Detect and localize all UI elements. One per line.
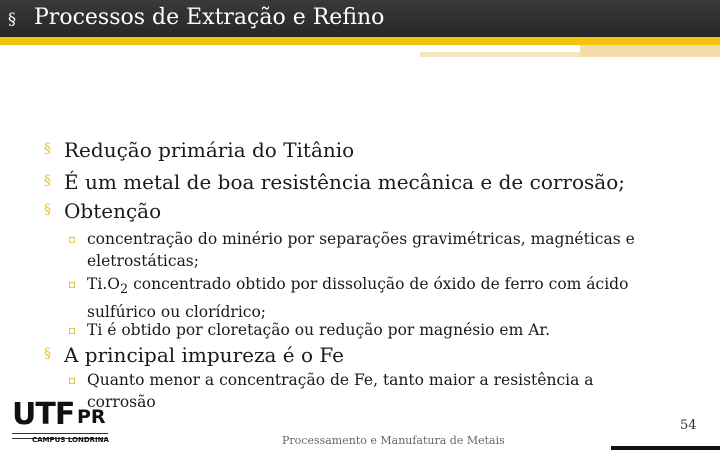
- slide-title: Processos de Extração e Refino: [34, 5, 385, 30]
- bullet-marker: §: [44, 202, 51, 218]
- bullet-text: Redução primária do Titânio: [64, 138, 355, 162]
- bullet-marker: §: [44, 173, 51, 189]
- bullet-text: Obtenção: [64, 199, 162, 223]
- page-number-underline: [611, 446, 720, 450]
- logo-campus-text: CAMPUS LONDRINA: [32, 436, 109, 444]
- bullet-marker: §: [44, 346, 51, 362]
- sub-bullet-text: Quanto menor a concentração de Fe, tanto maior a resistência a corrosão: [87, 371, 594, 411]
- formula-prefix: Ti.O: [87, 275, 120, 293]
- sub-bullet-text-rest: concentrado obtido por dissolução de óxido de ferro com ácido sulfúrico ou clorídrico;: [87, 275, 629, 322]
- sub-bullet-text: Ti é obtido por cloretação ou redução por magnésio em Ar.: [87, 321, 551, 339]
- logo-pr-text: PR: [77, 406, 106, 428]
- bullet-text: A principal impureza é o Fe: [64, 343, 344, 367]
- sub-bullet-text: concentração do minério por separações gravimétricas, magnéticas e eletrostáticas;: [87, 230, 635, 270]
- sub-bullet-text: [87, 273, 647, 323]
- utfpr-logo: [12, 397, 112, 444]
- sub-bullet-marker: ▫: [68, 373, 77, 387]
- sub-bullet-marker: ▫: [68, 277, 77, 291]
- logo-mark: UTF: [12, 397, 75, 432]
- page-number: 54: [680, 418, 697, 433]
- bullet-text: É um metal de boa resistência mecânica e de corrosão;: [64, 170, 625, 194]
- sub-bullet-marker: ▫: [68, 232, 77, 246]
- title-bullet: §: [8, 9, 16, 28]
- sub-bullet-marker: ▫: [68, 323, 77, 337]
- formula-subscript: 2: [119, 282, 129, 298]
- bullet-marker: §: [44, 141, 51, 157]
- footer-course-title: Processamento e Manufatura de Metais: [282, 434, 505, 447]
